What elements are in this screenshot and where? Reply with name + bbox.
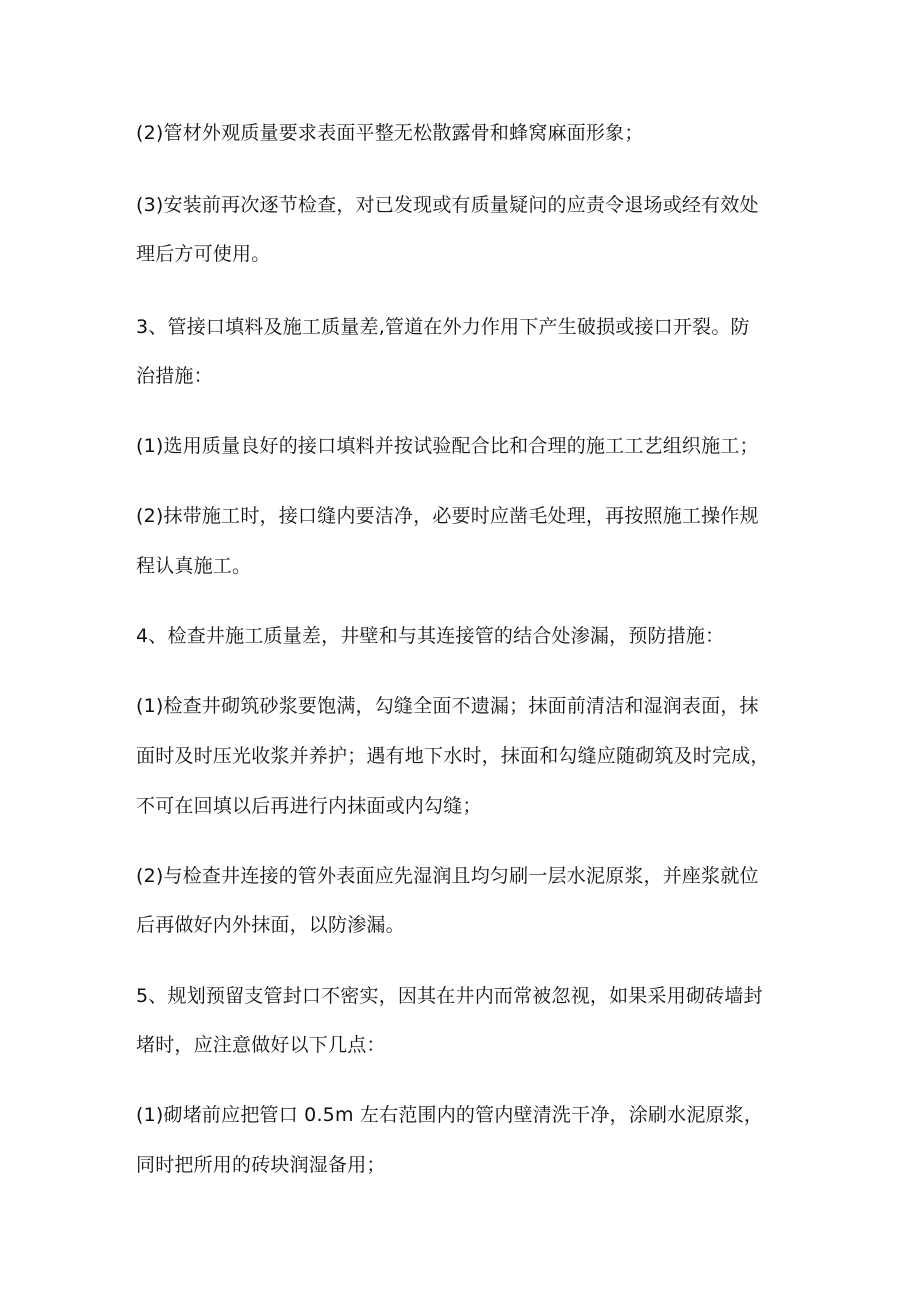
paragraph-line: 堵时，应注意做好以下几点： [136, 1034, 386, 1056]
paragraph-line: 同时把所用的砖块润湿备用； [136, 1154, 386, 1176]
paragraph-line: 面时及时压光收浆并养护；遇有地下水时，抹面和勾缝应随砌筑及时完成， [136, 745, 770, 767]
paragraph-line: 理后方可使用。 [136, 243, 271, 265]
paragraph-line: 4、检查井施工质量差，井壁和与其连接管的结合处渗漏，预防措施： [136, 625, 725, 647]
paragraph-line: (1)检查井砌筑砂浆要饱满，勾缝全面不遗漏；抹面前清洁和湿润表面，抹 [136, 695, 759, 717]
paragraph-line: (2)与检查井连接的管外表面应先湿润且均匀刷一层水泥原浆，并座浆就位 [136, 865, 759, 887]
paragraph-line: 3、管接口填料及施工质量差,管道在外力作用下产生破损或接口开裂。防 [136, 316, 750, 338]
paragraph-line: 程认真施工。 [136, 555, 252, 577]
paragraph-line: (2)抹带施工时，接口缝内要洁净，必要时应凿毛处理，再按照施工操作规 [136, 505, 759, 527]
paragraph-line: 后再做好内外抹面，以防渗漏。 [136, 914, 405, 936]
paragraph-line: (3)安装前再次逐节检查，对已发现或有质量疑问的应责令退场或经有效处 [136, 194, 759, 216]
paragraph-line: 治措施： [136, 365, 213, 387]
paragraph-line: 不可在回填以后再进行内抹面或内勾缝； [136, 795, 482, 817]
paragraph-line: (1)砌堵前应把管口 0.5m 左右范围内的管内壁清洗干净，涂刷水泥原浆， [136, 1104, 764, 1126]
paragraph-line: (2)管材外观质量要求表面平整无松散露骨和蜂窝麻面形象； [136, 122, 644, 144]
paragraph-line: (1)选用质量良好的接口填料并按试验配合比和合理的施工工艺组织施工； [136, 435, 759, 457]
paragraph-line: 5、规划预留支管封口不密实，因其在井内而常被忽视，如果采用砌砖墙封 [136, 985, 763, 1007]
